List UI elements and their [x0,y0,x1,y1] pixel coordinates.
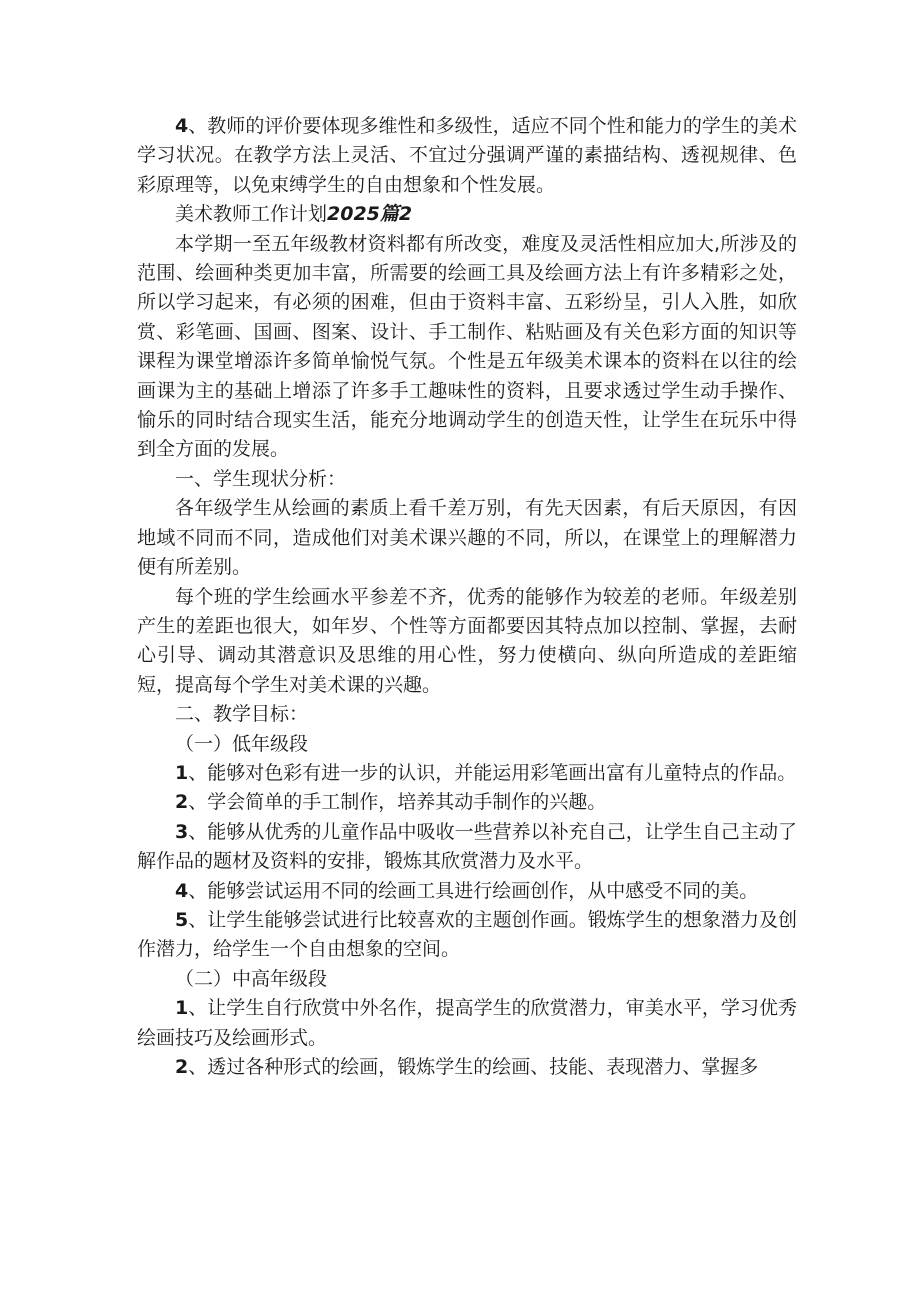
paragraph-text: 本学期一至五年级教材资料都有所改变，难度及灵活性相应加大,所涉及的范围、绘画种类更加丰富，所需要的绘画工具及绘画方法上有许多精彩之处，所以学习起来，有必须的困难，但由于资料丰富、五彩纷呈，引人入胜，如欣赏、彩笔画、国画、图案、设计、手工制作、粘贴画及有关色彩方面的知识等课程为课堂增添许多简单愉悦气氛。个性是五年级美术课本的资料在以往的绘画课为主的基础上增添了许多手工趣味性的资料，且要求透过学生动手操作、愉乐的同时结合现实生活，能充分地调动学生的创造天性，让学生在玩乐中得到全方面的发展。 [137,232,797,461]
list-item-lower-4 [137,877,797,906]
item-text: 、能够对色彩有进一步的认识，并能运用彩笔画出富有儿童特点的作品。 [188,761,797,784]
subheading-upper-grades [137,965,797,994]
paragraph-status-2 [137,583,797,701]
list-item-lower-2 [137,788,797,817]
list-item-lower-1 [137,759,797,788]
item-text: 、学会简单的手工制作，培养其动手制作的兴趣。 [188,791,607,814]
item-text: 、能够从优秀的儿童作品中吸收一些营养以补充自己，让学生自己主动了解作品的题材及资料的安排，锻炼其欣赏潜力及水平。 [137,820,797,873]
heading-text: 美术教师工作计划 [175,203,328,226]
item-number: 2 [175,791,189,814]
item-text: 、让学生能够尝试进行比较喜欢的主题创作画。锻炼学生的想象潜力及创作潜力，给学生一个自由想象的空间。 [137,908,797,961]
item-text: 、让学生自行欣赏中外名作，提高学生的欣赏潜力，审美水平，学习优秀绘画技巧及绘画形式。 [137,997,797,1049]
subheading-text: （一）低年级段 [175,732,309,755]
list-item-upper-2 [137,1053,797,1082]
item-number: 1 [175,761,189,784]
item-number: 3 [175,820,189,843]
heading-bold-text: 2025篇2 [327,203,413,226]
item-number: 5 [175,908,189,931]
paragraph-evaluation [137,112,797,200]
item-number: 2 [175,1056,189,1078]
subheading-text: 一、学生现状分析： [175,467,347,490]
paragraph-text: 每个班的学生绘画水平参差不齐，优秀的能够作为较差的老师。年级差别产生的差距也很大，如年岁、个性等方面都要因其特点加以控制、掌握，去耐心引导、调动其潜意识及思维的用心性，努力使横向、纵向所造成的差距缩短，提高每个学生对美术课的兴趣。 [137,585,797,696]
item-text: 、能够尝试运用不同的绘画工具进行绘画创作，从中感受不同的美。 [188,879,759,902]
section-heading [137,200,797,229]
paragraph-text: 各年级学生从绘画的素质上看千差万别，有先天因素，有后天原因，有因地域不同而不同，造成他们对美术课兴趣的不同，所以，在课堂上的理解潜力便有所差别。 [137,497,797,579]
item-number: 4 [175,115,189,137]
paragraph-text: 、教师的评价要体现多维性和多级性，适应不同个性和能力的学生的美术学习状况。在教学方法上灵活、不宜过分强调严谨的素描结构、透视规律、色彩原理等，以免束缚学生的自由想象和个性发展。 [137,115,797,196]
list-item-upper-1 [137,994,797,1053]
document-body [137,112,797,1082]
item-text: 、透过各种形式的绘画，锻炼学生的绘画、技能、表现潜力、掌握多 [188,1056,759,1078]
subheading-lower-grades [137,730,797,759]
paragraph-intro [137,230,797,465]
subheading-text: （二）中高年级段 [175,967,328,990]
list-item-lower-3 [137,818,797,877]
item-number: 4 [175,879,189,902]
subheading-teaching-goals [137,700,797,729]
subheading-text: 二、教学目标： [175,703,309,726]
list-item-lower-5 [137,906,797,965]
subheading-student-status [137,465,797,494]
paragraph-status-1 [137,494,797,582]
item-number: 1 [175,997,189,1020]
